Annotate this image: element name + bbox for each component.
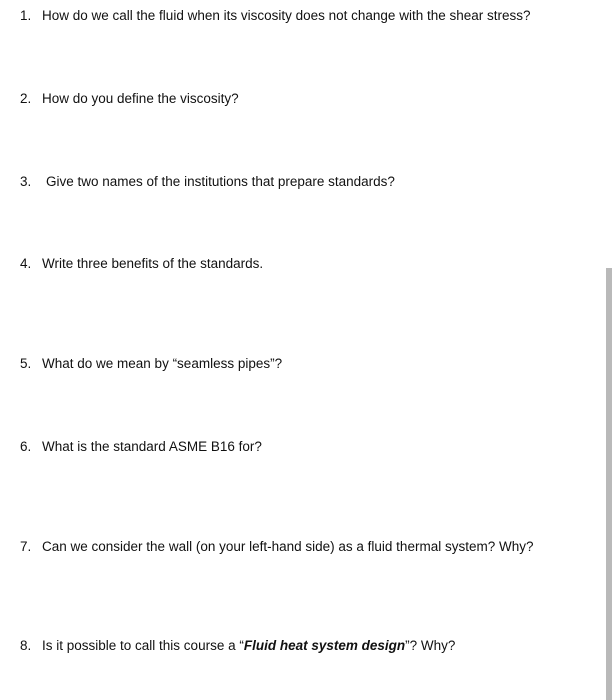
question-number: 1. bbox=[20, 8, 32, 23]
question-text: How do we call the fluid when its viscosity does not change with the shear stress? bbox=[42, 8, 531, 23]
question-3 bbox=[20, 174, 395, 190]
question-number: 7. bbox=[20, 539, 32, 554]
question-number: 4. bbox=[20, 256, 32, 271]
question-text: How do you define the viscosity? bbox=[42, 91, 239, 106]
question-number: 2. bbox=[20, 91, 32, 106]
question-number: 6. bbox=[20, 439, 32, 454]
question-6 bbox=[20, 439, 262, 455]
question-7 bbox=[20, 539, 533, 555]
question-8 bbox=[20, 638, 455, 654]
question-text: Give two names of the institutions that prepare standards? bbox=[46, 174, 395, 189]
question-text: Write three benefits of the standards. bbox=[42, 256, 264, 271]
question-text: What do we mean by “seamless pipes”? bbox=[42, 356, 283, 371]
question-text-after: ”? Why? bbox=[405, 638, 456, 653]
question-text: What is the standard ASME B16 for? bbox=[42, 439, 262, 454]
question-5 bbox=[20, 356, 282, 372]
question-1 bbox=[20, 8, 531, 24]
course-title-emphasis: Fluid heat system design bbox=[243, 638, 406, 653]
question-2 bbox=[20, 91, 239, 107]
vertical-scrollbar[interactable] bbox=[606, 268, 612, 700]
question-number: 5. bbox=[20, 356, 32, 371]
question-text: Can we consider the wall (on your left-hand side) as a fluid thermal system? Why? bbox=[42, 539, 534, 554]
question-number: 8. bbox=[20, 638, 32, 653]
question-4 bbox=[20, 256, 263, 272]
question-text-before: Is it possible to call this course a “ bbox=[42, 638, 244, 653]
question-number: 3. bbox=[20, 174, 32, 189]
